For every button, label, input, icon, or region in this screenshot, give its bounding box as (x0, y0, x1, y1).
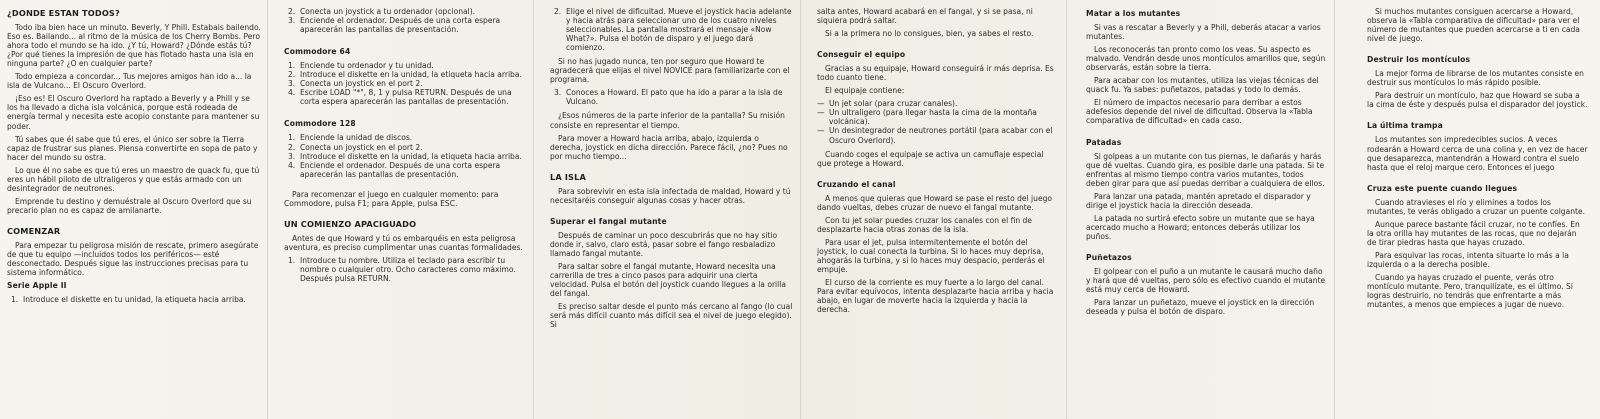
paragraph: Con tu jet solar puedes cruzar los canales con el fin de desplazarte hacia otras zonas de la isla. (817, 215, 1032, 234)
paragraph: A menos que quieras que Howard se pase el resto del juego dando vueltas, debes cruzar de nuevo el fangal mutante. (817, 193, 1052, 212)
heading-calm-start: UN COMIENZO APACIGUADO (284, 218, 417, 229)
list-item: 1. Enciende la unidad de discos. (288, 133, 413, 143)
list-item: 1. Enciende tu ordenador y tu unidad. (288, 61, 434, 71)
heading-the-island: LA ISLA (550, 171, 586, 182)
paragraph: Después de caminar un poco descubrirás que no hay sitio donde ir, salvo, claro está, pasar sobre el fango resbaladizo llamado fangal mutante. (550, 230, 778, 258)
column-4 (800, 0, 1066, 419)
paragraph: Si vas a rescatar a Beverly y a Phill, deberás atacar a varios mutantes. (1086, 23, 1321, 42)
paragraph: El equipaje contiene: (825, 86, 905, 96)
list-item: 2. Conecta un joystick a tu ordenador (opcional). (288, 7, 476, 16)
heading-get-gear: Conseguir el equipo (817, 50, 906, 60)
paragraph: El curso de la corriente es muy fuerte a lo largo del canal. Para evitar equívocos, intenta desplazarte hacia arriba y hacia abajo, en lugar de moverte hacia la izquierda y hacia la derecha. (817, 278, 1054, 315)
paragraph: Para mover a Howard hacia arriba, abajo, izquierda o derecha, joystick en dicha dirección. Parece fácil, ¿no? Pues no por mucho tiempo... (550, 133, 788, 161)
paragraph: Emprende tu destino y demuéstrale al Oscuro Overlord que su precario plan no es capaz de amilanarte. (7, 196, 252, 215)
paragraph: Para usar el jet, pulsa intermitentemente el botón del joystick, lo cual conecta la turbina. Si lo haces muy deprisa, ahogarás la turbina, y si lo haces muy despacio, perderás el empuje. (817, 237, 1045, 275)
list-item: — Un ultraligero (para llegar hasta la cima de la montaña volcánica). (817, 108, 1037, 127)
paragraph: Los mutantes son impredecibles sucios. A veces rodearán a Howard cerca de una colina y, en vez de hacer que desaparezca, mantendrán a Howard contra el suelo hasta que el reloj marque cero. Entonces el juego (1367, 135, 1588, 172)
list-item: 1. Introduce el diskette en tu unidad, la etiqueta hacia arriba. (11, 295, 246, 305)
heading-apple-ii: Serie Apple II (7, 281, 67, 291)
gear-list (817, 99, 1060, 144)
list-item: 2. Introduce el diskette en la unidad, la etiqueta hacia arriba. (288, 70, 522, 80)
paragraph: Si muchos mutantes consiguen acercarse a Howard, observa la «Tabla comparativa de dificultad» para ver el número de mutantes que pueden acercarse a ti en cada nivel de juego. (1367, 7, 1580, 44)
list-item: — Un jet solar (para cruzar canales). (817, 99, 958, 109)
column-2 (267, 0, 533, 419)
paragraph: La mejor forma de librarse de los mutantes consiste en destruir sus montículos lo más rápido posible. (1367, 69, 1584, 88)
paragraph: Todo iba bien hace un minuto. Beverly, Y Phill. Estabais bailendo. Eso es. Bailando... al ritmo de la música de los Cherry Bombs. Pero ahora todo el mundo se ha ido. ¿Y tú, Howard? ¿Dónde estás tú? ¿Por qué tienes la impresión de que has flotado hasta una isla en ninguna parte? ¿O en cualquier parte? (7, 23, 261, 69)
heading-crossing-canal: Cruzando el canal (817, 179, 896, 189)
paragraph: Cuando ya hayas cruzado el puente, verás otro montículo mutante. Pero, tranquilízate, es el último. Si logras destruirlo, no tendrás que enfrentarte a más mutantes, a menos que empieces a jugar de nuevo. (1367, 273, 1573, 310)
list-item: 1. Introduce tu nombre. Utiliza el teclado para escribir tu nombre o cualquier otro. Ocho caracteres como máximo. Después pulsa RETURN. (288, 255, 516, 284)
paragraph: El golpear con el puño a un mutante le causará mucho daño y hará que dé vueltas, pero sólo es efectivo cuando el mutante está muy cerca de Howard. (1086, 267, 1326, 295)
paragraph: Para empezar tu peligrosa misión de rescate, primero asegúrate de que tu equipo —incluidos todos los periféricos— esté desconectado. Después sigue las instrucciones precisas para tu sistema informático. (7, 240, 259, 278)
heading-commodore-64: Commodore 64 (284, 47, 351, 57)
paragraph: Cuando coges el equipaje se activa un camuflaje especial que protege a Howard. (817, 149, 1044, 168)
list-item: — Un desintegrador de neutrones portátil (para acabar con el Oscuro Overlord). (817, 126, 1053, 145)
heading-start: COMENZAR (7, 225, 61, 236)
column-1 (0, 0, 267, 419)
paragraph: Todo empieza a concordar... Tus mejores amigos han ido a... la isla de Vulcano... El Oscuro Overlord. (7, 72, 252, 91)
paragraph: Si no has jugado nunca, ten por seguro que Howard te agradecerá que elijas el nivel NOVICE para familiarizarte con el programa. (550, 57, 790, 85)
list-item: 4. Escribe LOAD "*", 8, 1 y pulsa RETURN. Después de una corta espera aparecerán las pantallas de presentación. (288, 88, 512, 107)
paragraph: Para esquivar las rocas, intenta situarte lo más a la izquierda o a la derecha posible. (1367, 250, 1569, 269)
paragraph: Para sobrevivir en esta isla infectada de maldad, Howard y tú necesitaréis conseguir algunas cosas y hacer otras. (550, 186, 791, 205)
paragraph: Si a la primera no lo consigues, bien, ya sabes el resto. (825, 29, 1034, 39)
column-3 (533, 0, 800, 419)
apple-steps (7, 295, 261, 304)
list-item: 2. Conecta un joystick en el port 2. (288, 142, 423, 152)
list-item: 4. Enciende el ordenador. Después de una corta espera aparecerán las pantallas de presentación. (288, 160, 501, 179)
paragraph: Para saltar sobre el fangal mutante, Howard necesita una carrerilla de tres a cinco pasos para adquirir una cierta velocidad. Pulsa el botón del joystick cuando llegues a la orilla del fangal. (550, 262, 786, 299)
heading-punches: Puñetazos (1086, 252, 1132, 262)
heading-kicks: Patadas (1086, 137, 1122, 147)
paragraph: Lo que él no sabe es que tú eres un maestro de quack fu, que tú eres un hábil piloto de ultraligeros y que estás armado con un desintegrador de neutrones. (7, 165, 260, 193)
paragraph: Los reconocerás tan pronto como los veas. Su aspecto es malvado. Vendrán desde unos montículos amarillos que, según observarás, están sobre la tierra. (1086, 45, 1326, 73)
paragraph: Para lanzar un puñetazo, mueve el joystick en la dirección deseada y pulsa el botón de disparo. (1086, 298, 1315, 317)
paragraph: salta antes, Howard acabará en el fangal, y si se pasa, ni siquiera podrá saltar. (817, 7, 1033, 26)
heading-mutant-swamp: Superar el fangal mutante (550, 216, 667, 226)
heading-commodore-128: Commodore 128 (284, 119, 356, 129)
list-item: 2. Elige el nivel de dificultad. Mueve el joystick hacia adelante y hacia atrás para seleccionar uno de los cuatro niveles seleccionables. La pantalla mostrará el mensaje «Now What?». Pulsa el botón de disparo y el juego dará comienzo. (554, 7, 792, 53)
list-item: 3. Conecta un joystick en el port 2. (288, 79, 423, 89)
paragraph: Gracias a su equipaje, Howard conseguirá ir más deprisa. Es todo cuanto tiene. (817, 64, 1054, 83)
list-item: 3. Introduce el diskette en la unidad, la etiqueta hacia arriba. (288, 151, 522, 161)
paragraph: Para destruir un montículo, haz que Howard se suba a la cima de éste y después pulsa el disparador del joystick. (1367, 91, 1588, 110)
paragraph: El número de impactos necesario para derribar a estos adefesios depende del nivel de dificultad. Observa la «Tabla comparativa de dificultad» en cada caso. (1086, 98, 1313, 126)
heading-destroy-mounds: Destruir los montículos (1367, 55, 1471, 65)
paragraph: Para acabar con los mutantes, utiliza las viejas técnicas del quack fu. Ya sabes: puñetazos, patadas y todo lo demás. (1086, 76, 1319, 95)
heading-kill-mutants: Matar a los mutantes (1086, 9, 1181, 18)
paragraph: Para recomenzar el juego en cualquier momento: para Commodore, pulsa F1; para Apple, pulsa ESC. (284, 189, 499, 208)
paragraph: Cuando atravieses el río y elimines a todos los mutantes, te verás obligado a cruzar un puente colgante. (1367, 197, 1586, 216)
paragraph: Tú sabes que él sabe que tú eres, el único ser sobre la Tierra capaz de frustrar sus planes. Piensa convertirte en sopa de pato y hacer del mundo su ostra. (7, 134, 258, 162)
heading-last-trap: La última trampa (1367, 121, 1443, 131)
list-item: 3. Enciende el ordenador. Después de una corta espera aparecerán las pantallas de presentación. (288, 16, 501, 35)
heading-bridge: Cruza este puente cuando llegues (1367, 183, 1518, 193)
paragraph: Aunque parece bastante fácil cruzar, no te confíes. En la otra orilla hay mutantes de las rocas, que no dejarán de tirar piedras hasta que hayas cruzado. (1367, 219, 1580, 247)
setup-steps-cont2 (550, 88, 794, 106)
c64-steps (284, 61, 527, 106)
paragraph: La patada no surtirá efecto sobre un mutante que se haya acercado mucho a Howard; entonces deberás utilizar los puños. (1086, 213, 1315, 241)
paragraph: Para lanzar una patada, mantén apretado el disparador y dirige el joystick hacia la dirección deseada. (1086, 191, 1311, 210)
column-6 (1334, 0, 1600, 419)
paragraph: Antes de que Howard y tú os embarquéis en esta peligrosa aventura, es preciso cumplimentar unas cuantas formalidades. (284, 233, 523, 252)
setup-steps (284, 256, 527, 283)
paragraph: ¡Eso es! El Oscuro Overlord ha raptado a Beverly y a Phill y se los ha llevado a dicha isla volcánica, porque está rodeada de energía termal y necesita este acopio constante para mantener su poder. (7, 94, 260, 131)
apple-steps-cont (284, 7, 527, 34)
c128-steps (284, 133, 527, 178)
paragraph: Es preciso saltar desde el punto más cercano al fango (lo cual será más difícil cuanto más difícil sea el nivel de juego elegido). Si (550, 302, 793, 330)
column-5 (1066, 0, 1334, 419)
list-item: 3. Conoces a Howard. El pato que ha ido a parar a la isla de Vulcano. (554, 88, 783, 107)
setup-steps-cont (550, 7, 794, 52)
paragraph: Si golpeas a un mutante con tus piernas, le dañarás y harás que dé vueltas. Cuando gira, es posible darle una patada. Si te enfrentas al mismo tiempo contra varios mutantes, todos deben girar para que así puedas derribar a cualquiera de ellos. (1086, 151, 1325, 188)
paragraph: ¿Esos números de la parte inferior de la pantalla? Su misión consiste en representar el tiempo. (550, 111, 785, 130)
heading-where-is-everyone: ¿DONDE ESTAN TODOS? (7, 8, 120, 18)
